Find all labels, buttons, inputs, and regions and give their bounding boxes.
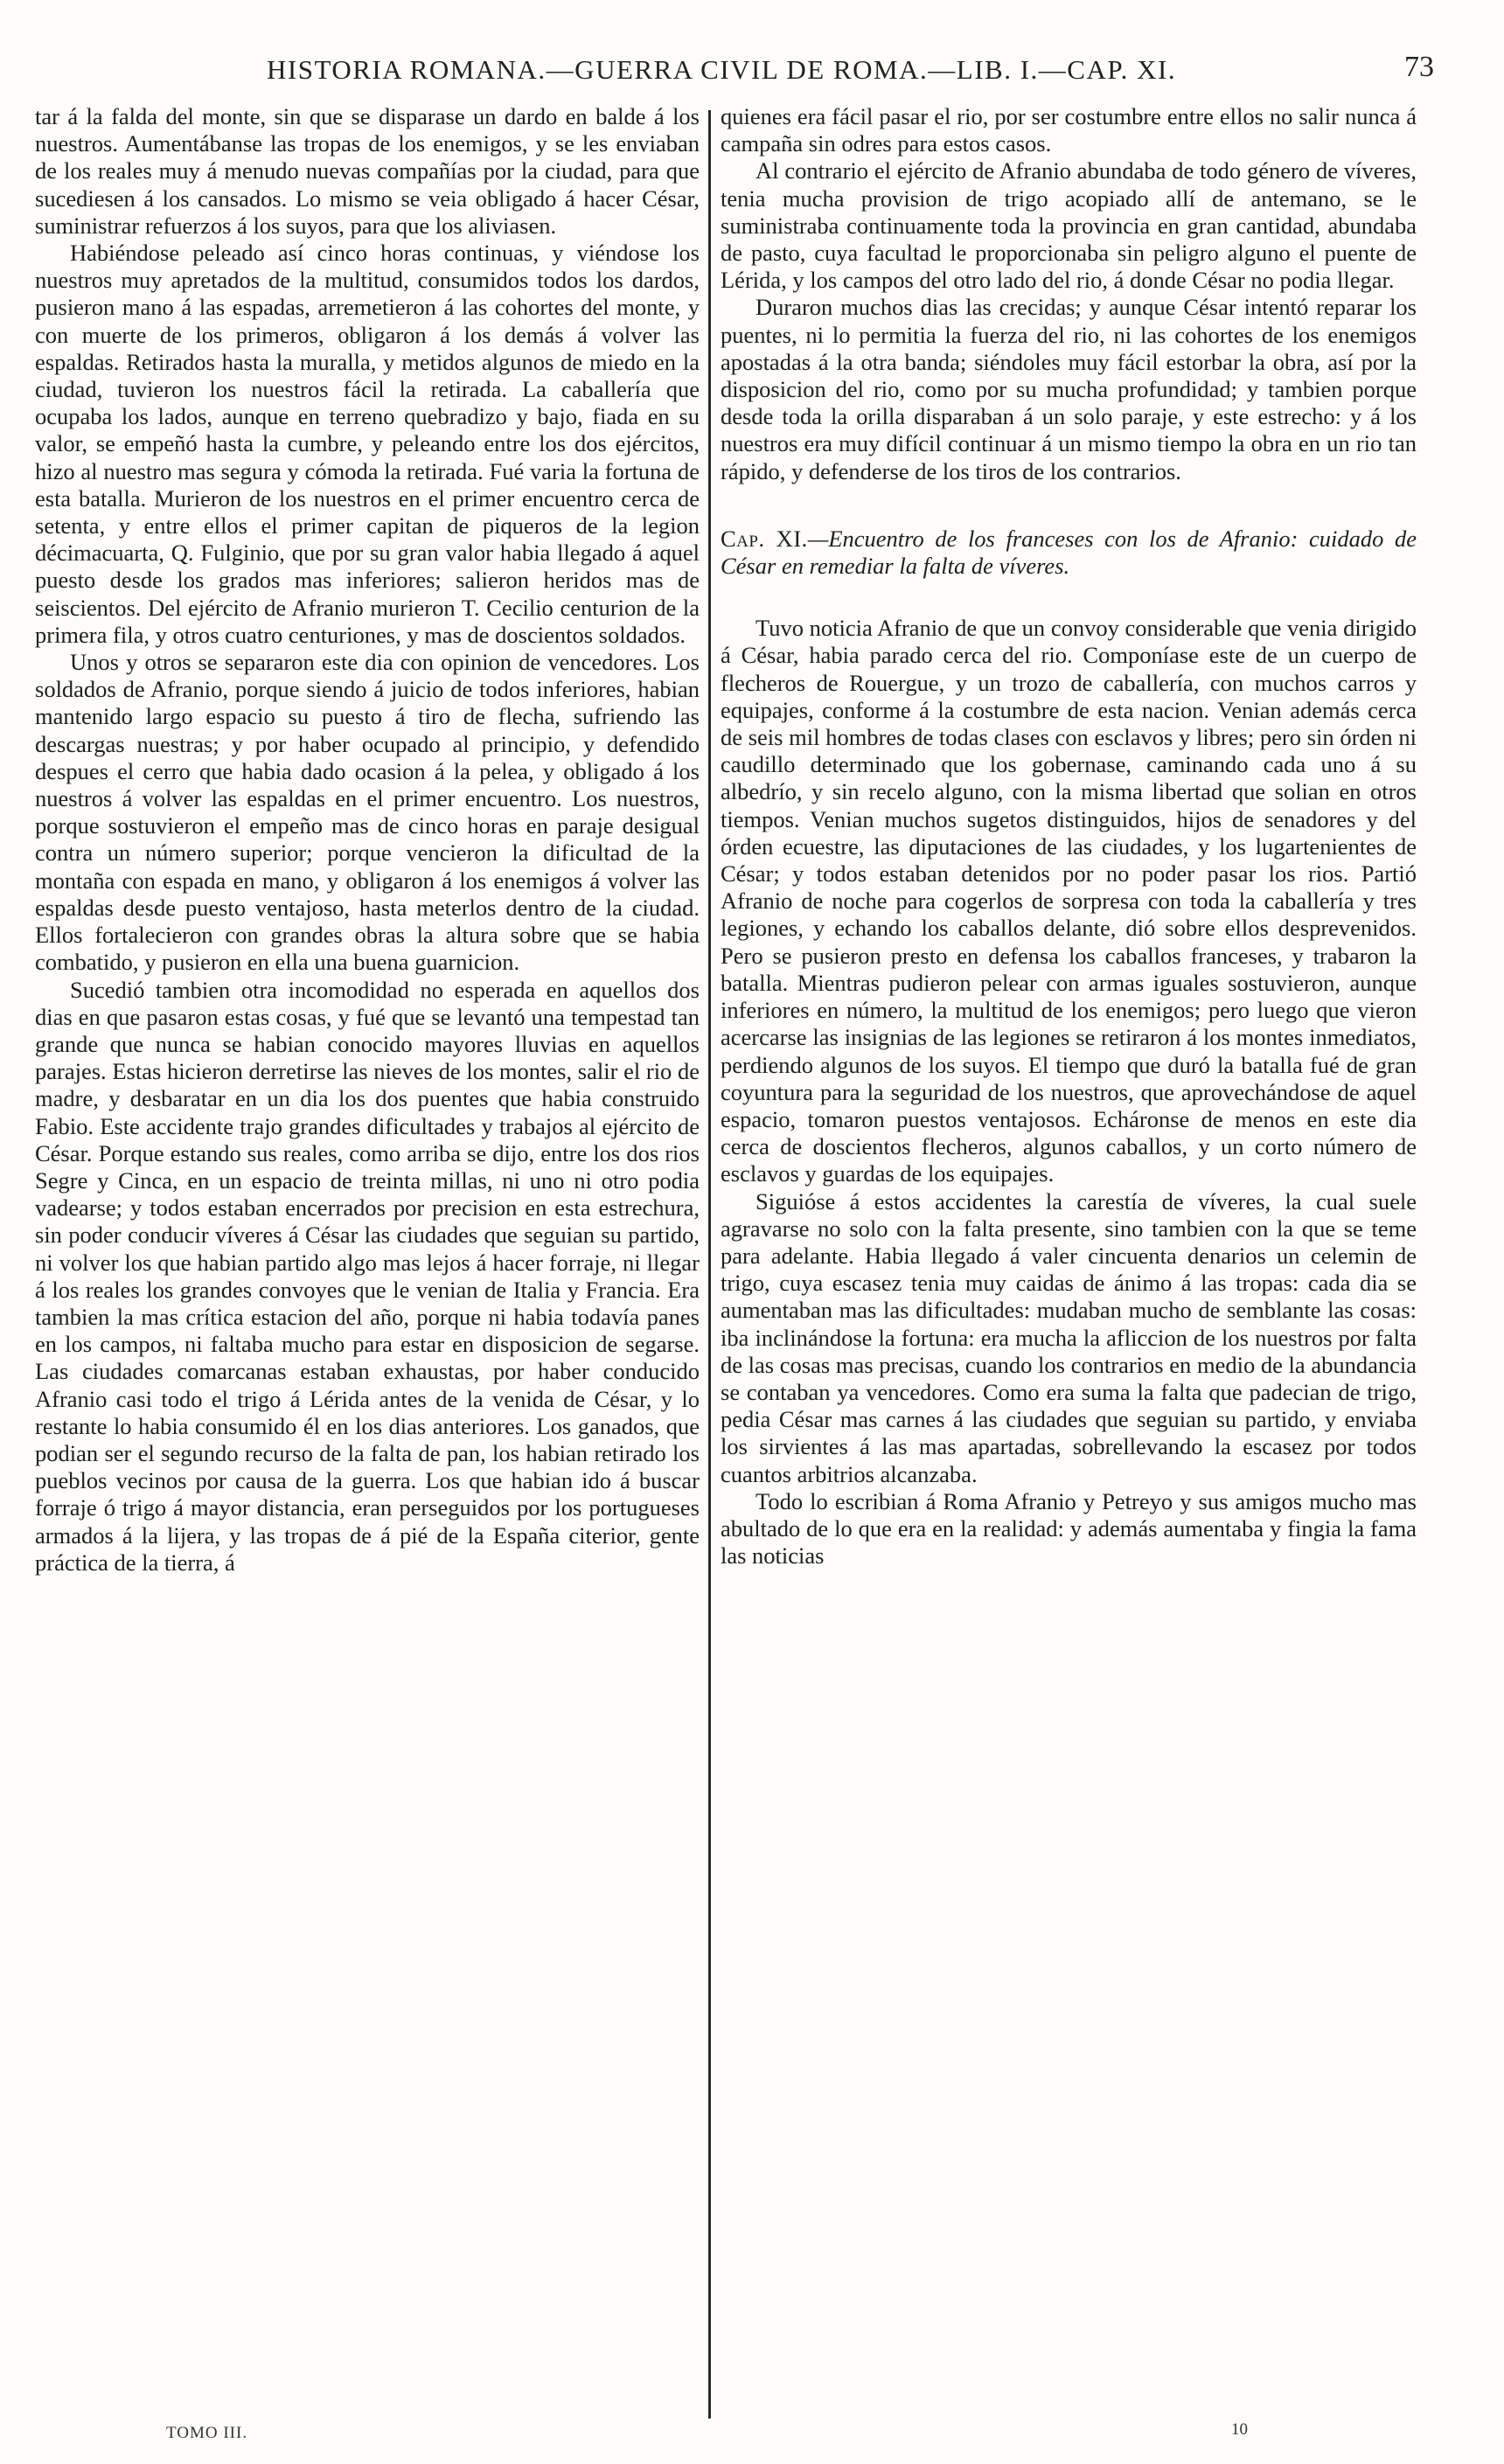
paragraph: quienes era fácil pasar el rio, por ser costumbre entre ellos no salir nunca á campaña sin odres para estos casos. [721,103,1417,157]
paragraph: Unos y otros se separaron este dia con opinion de vencedores. Los soldados de Afranio, porque siendo á juicio de todos inferiores, habian mantenido largo espacio su puesto á tiro de flecha, sufriendo las descargas nuestras; y por haber ocupado al principio, y defendido despues el cerro que habia dado ocasion á la pelea, y obligado á los nuestros á volver las espaldas en el primer encuentro. Los nuestros, porque sostuvieron el empeño mas de cinco horas en paraje desigual contra un número superior; porque vencieron la dificultad de la montaña con espada en mano, y obligaron á los enemigos á volver las espaldas desde puesto ventajoso, hasta meterlos dentro de la ciudad. Ellos fortalecieron con grandes obras la altura sobre que se habia combatido, y pusieron en ella una buena guarnicion. [35,649,700,976]
paragraph: Tuvo noticia Afranio de que un convoy considerable que venia dirigido á César, habia parado cerca del rio. Componíase este de un cuerpo de flecheros de Rouergue, y un trozo de caballería, con muchos carros y equipajes, conforme á la costumbre de esta nacion. Venian además cerca de seis mil hombres de todas clases con esclavos y libres; pero sin órden ni caudillo determinado que los gobernase, caminando cada uno á su albedrío, y sin recelo alguno, con la misma libertad que solian en otros tiempos. Venian muchos sugetos distinguidos, hijos de senadores y del órden ecuestre, las diputaciones de las ciudades, y los lugartenientes de César; y todos estaban detenidos por no poder pasar los rios. Partió Afranio de noche para cogerlos de sorpresa con toda la caballería y tres legiones, y echando los caballos delante, dió sobre ellos desprevenidos. Pero se pusieron presto en defensa los caballos franceses, y trabaron la batalla. Mientras pudieron pelear con armas iguales sostuvieron, aunque inferiores en número, la multitud de los enemigos; pero luego que vieron acercarse las insignias de las legiones se retiraron á los montes inmediatos, perdiendo algunos de los suyos. El tiempo que duró la batalla fué de gran coyuntura para la seguridad de los nuestros, que aprovechándose de aquel espacio, tomaron puestos ventajosos. Echáronse de menos en este dia cerca de doscientos flecheros, algunos caballos, y un corto número de esclavos y guardas de los equipajes. [721,615,1417,1187]
paragraph: tar á la falda del monte, sin que se disparase un dardo en balde á los nuestros. Aumentábanse las tropas de los enemigos, y se les enviaban de los reales muy á menudo nuevas compañías por la ciudad, para que sucediesen á los cansados. Lo mismo se veia obligado á hacer César, suministrar refuerzos á los suyos, para que los aliviasen. [35,103,700,239]
left-column [35,103,700,1577]
paragraph: Todo lo escribian á Roma Afranio y Petreyo y sus amigos mucho mas abultado de lo que era en la realidad: y además aumentaba y fingia la fama las noticias [721,1487,1417,1570]
paragraph: Duraron muchos dias las crecidas; y aunque César intentó reparar los puentes, ni lo permitia la fuerza del rio, ni las cohortes de los enemigos apostadas á la otra banda; siéndoles muy fácil estorbar la obra, así por la disposicion del rio, como por su mucha profundidad; y tambien porque desde toda la orilla disparaban á un solo paraje, y este estrecho: y á los nuestros era muy difícil continuar á un mismo tiempo la obra en un rio tan rápido, y defenderse de los tiros de los contrarios. [721,294,1417,484]
paragraph: Al contrario el ejército de Afranio abundaba de todo género de víveres, tenia mucha provision de trigo acopiado allí de antemano, se le suministraba continuamente toda la provincia en gran cantidad, abundaba de pasto, cuya facultad le proporcionaba sin peligro alguno el puente de Lérida, y los campos del otro lado del rio, á donde César no podia llegar. [721,157,1417,294]
column-divider [708,110,711,2419]
chapter-heading [721,526,1417,580]
paragraph: Habiéndose peleado así cinco horas continuas, y viéndose los nuestros muy apretados de la multitud, consumidos todos los dardos, pusieron mano á las espadas, arremetieron á las cohortes del monte, y con muerte de los primeros, obligaron á los demás á volver las espaldas. Retirados hasta la muralla, y metidos algunos de miedo en la ciudad, tuvieron los nuestros fácil la retirada. La caballería que ocupaba los lados, aunque en terreno quebradizo y bajo, fiada en su valor, se empeñó hasta la cumbre, y peleando entre los dos ejércitos, hizo al nuestro mas segura y cómoda la retirada. Fué varia la fortuna de esta batalla. Murieron de los nuestros en el primer encuentro cerca de setenta, y entre ellos el primer capitan de piqueros de la legion décimacuarta, Q. Fulginio, que por su gran valor habia llegado á aquel puesto desde los grados mas inferiores; salieron heridos mas de seiscientos. Del ejército de Afranio murieron T. Cecilio centurion de la primera fila, y otros cuatro centuriones, y mas de doscientos soldados. [35,240,700,648]
volume-footer: TOMO III. [166,2424,248,2442]
running-head: HISTORIA ROMANA.—GUERRA CIVIL DE ROMA.—LIB. I.—CAP. XI. [267,54,1177,85]
paragraph: Sucedió tambien otra incomodidad no esperada en aquellos dos dias en que pasaron estas cosas, y fué que se levantó una tempestad tan grande que nunca se habian conocido mayores lluvias en aquellos parajes. Estas hicieron derretirse las nieves de los montes, salir el rio de madre, y desbaratar en un dia los dos puentes que habia construido Fabio. Este accidente trajo grandes dificultades y trabajos al ejército de César. Porque estando sus reales, como arriba se dijo, entre los dos rios Segre y Cinca, en un espacio de treinta millas, ni uno ni otro podia vadearse; y todos estaban encerrados por precision en esta estrechura, sin poder conducir víveres á César las ciudades que seguian su partido, ni volver los que habian partido algo mas lejos á hacer forraje, ni llegar á los reales los grandes convoyes que le venian de Italia y Francia. Era tambien la mas crítica estacion del año, porque ni habia todavía panes en los campos, ni faltaba mucho para estar en disposicion de segarse. Las ciudades comarcanas estaban exhaustas, por haber conducido Afranio casi todo el trigo á Lérida antes de la venida de César, y lo restante lo habia consumido él en los dias anteriores. Los ganados, que podian ser el segundo recurso de la falta de pan, los habian retirado los pueblos vecinos por causa de la guerra. Los que habian ido á buscar forraje ó trigo á mayor distancia, eran perseguidos por los portugueses armados á la lijera, y las tropas de á pié de la España citerior, gente práctica de la tierra, á [35,976,700,1576]
chapter-label: Cap. XI. [721,525,808,552]
chapter-title: —Encuentro de los franceses con los de Afranio: cuidado de César en remediar la falta de víveres. [721,525,1417,580]
signature-mark: 10 [1231,2420,1248,2439]
paragraph: Siguióse á estos accidentes la carestía de víveres, la cual suele agravarse no solo con la falta presente, sino tambien con la que se teme para adelante. Habia llegado á valer cincuenta denarios un celemin de trigo, cuya escasez tenia muy caidas de ánimo á las tropas: cada dia se aumentaban mas las dificultades: mudaban mucho de semblante las cosas: iba inclinándose la fortuna: era mucha la afliccion de los nuestros por falta de las cosas mas precisas, cuando los contrarios en medio de la abundancia se contaban ya vencedores. Como era suma la falta que padecian de trigo, pedia César mas carnes á las ciudades que seguian su partido, y enviaba los sirvientes á las mas apartadas, sobrellevando la escasez por todos cuantos arbitrios alcanzaba. [721,1187,1417,1487]
right-column [721,103,1417,1570]
page-number: 73 [1404,51,1434,83]
